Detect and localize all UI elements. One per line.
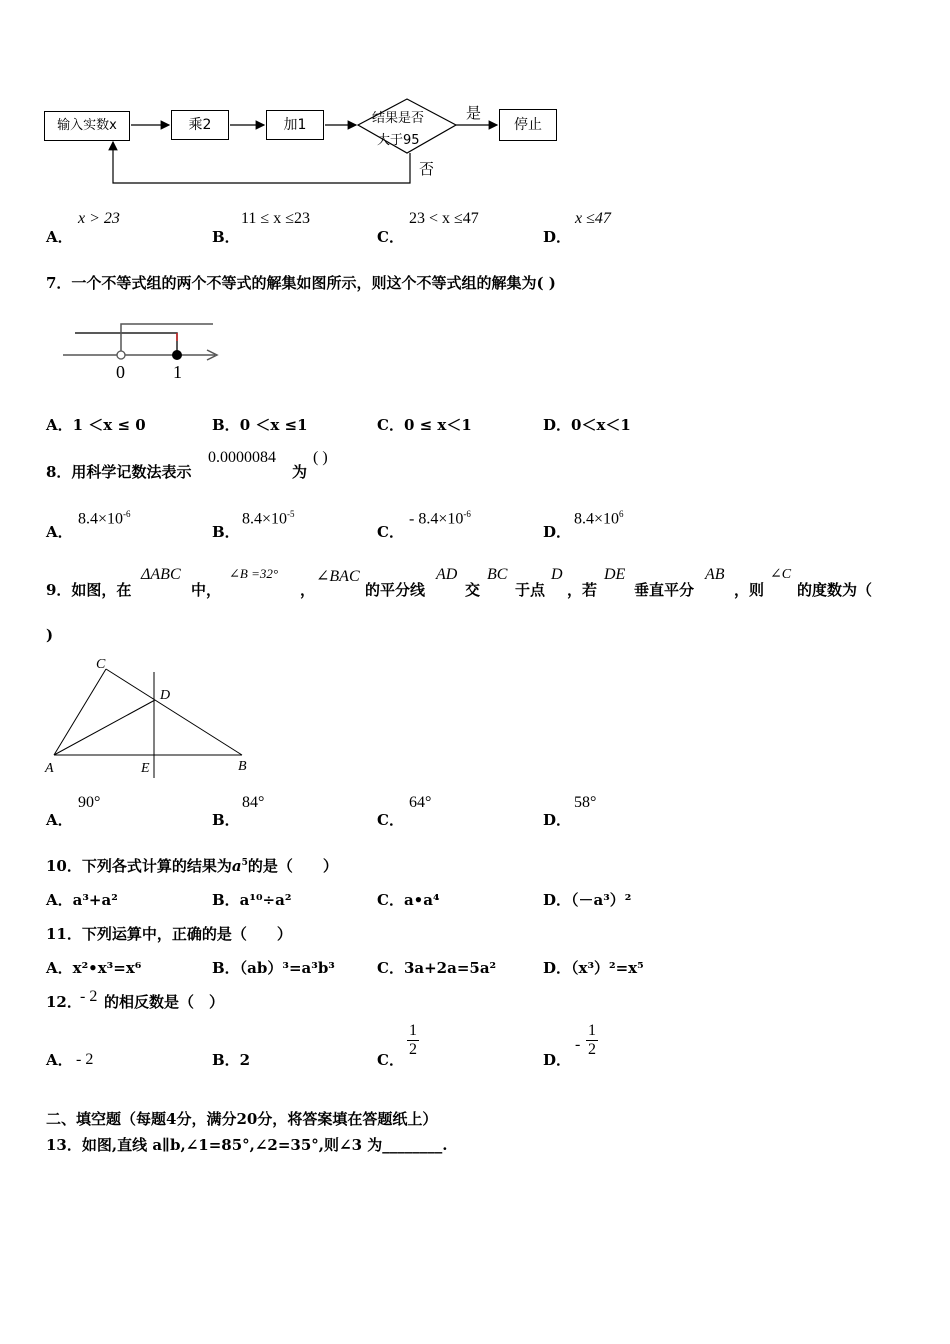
q9-math-5: BC: [487, 566, 508, 583]
q6-option-a-expr: x > 23: [78, 210, 120, 227]
q12-option-a-value: - 2: [76, 1051, 94, 1068]
q6-option-d-expr: x ≤47: [575, 210, 611, 227]
point-d: D: [160, 688, 171, 703]
loop-back-line: [113, 142, 410, 183]
q8-paren: ( ): [313, 449, 328, 466]
decision-text-1: 结果是否: [372, 111, 425, 126]
q12-option-d-label: D．: [543, 1051, 572, 1069]
q7-number-line: [55, 315, 235, 385]
point-b: B: [238, 759, 247, 774]
section-2-title: 二、填空题（每题4分，满分20分，将答案填在答题纸上）: [46, 1110, 438, 1128]
q9-text-4: 的平分线: [365, 581, 426, 599]
q6-option-b-expr: 11 ≤ x ≤23: [241, 210, 310, 227]
q11-stem: 11．下列运算中，正确的是（ ）: [46, 925, 292, 943]
q6-option-c-label: C．: [377, 228, 404, 246]
q6-option-b-label: B．: [212, 228, 240, 246]
q8-number: 0.0000084: [208, 449, 276, 466]
q9-text-7: ，若: [567, 581, 598, 599]
q9-text-6: 于点: [515, 581, 546, 599]
q9-math-8: AB: [705, 566, 725, 583]
q9-math-3: ∠BAC: [316, 568, 360, 585]
q7-option-b: B．0 ＜x ≤1: [212, 416, 308, 434]
flowchart-add-box: 加1: [266, 110, 324, 140]
q6-option-c-expr: 23 < x ≤47: [409, 210, 479, 227]
q9-math-7: DE: [604, 566, 626, 583]
q9-option-c-label: C．: [377, 811, 404, 829]
q8-option-a-label: A．: [46, 523, 73, 541]
q8-option-d-expr: $8.4\times 10^6$: [574, 509, 624, 528]
q9-option-d-value: 58°: [574, 794, 597, 811]
q12-stem-b: 的相反数是（ ）: [104, 993, 225, 1011]
q11-option-b: B．（ab）³=a³b³: [212, 959, 335, 977]
q10-option-d: D．（－a³）²: [543, 891, 632, 909]
q6-option-d-label: D．: [543, 228, 572, 246]
q12-stem-a: 12．: [46, 993, 82, 1011]
q8-option-b-expr: $8.4\times 10^{-5}$: [242, 509, 295, 528]
q8-stem-b: 为: [292, 463, 308, 481]
q9-text-3: ，: [300, 581, 316, 599]
q9-math-4: AD: [436, 566, 458, 583]
q12-option-d-fraction: $\frac{1}{2}$: [588, 1022, 596, 1058]
flowchart-input-box: 输入实数x: [44, 111, 130, 141]
q9-triangle-figure: [40, 652, 260, 782]
q9-math-1: ΔABC: [141, 566, 181, 583]
q8-option-d-label: D．: [543, 523, 572, 541]
q9-option-c-value: 64°: [409, 794, 432, 811]
q9-text-2: 中，: [191, 581, 222, 599]
q11-option-d: D．（x³）²=x⁵: [543, 959, 644, 977]
q10-option-c: C．a•a⁴: [377, 891, 440, 909]
q12-option-b: B．2: [212, 1051, 251, 1069]
q11-option-c: C．3a+2a=5a²: [377, 959, 497, 977]
tick-label-0: 0: [116, 362, 125, 382]
yes-label: 是: [466, 104, 482, 122]
q13-stem: 13．如图,直线 a∥b,∠1=85°,∠2=35°,则∠3 为________.: [46, 1136, 448, 1154]
q10-stem: 10．下列各式计算的结果为$a^5$的是（ ）: [46, 857, 338, 875]
q12-option-c-fraction: $\frac{1}{2}$: [409, 1022, 417, 1058]
q7-option-c: C．0 ≤ x＜1: [377, 416, 472, 434]
q7-stem: 7．一个不等式组的两个不等式的解集如图所示，则这个不等式组的解集为( ): [46, 274, 556, 292]
q7-option-d: D．0＜x＜1: [543, 416, 631, 434]
point-e: E: [141, 761, 150, 776]
q9-option-a-label: A．: [46, 811, 73, 829]
q9-text-9: ，则: [734, 581, 765, 599]
q9-math-9: ∠C: [770, 567, 792, 582]
q12-option-a-label: A．: [46, 1051, 73, 1069]
q8-stem-a: 8．用科学记数法表示: [46, 463, 192, 481]
q11-option-a: A．x²•x³=x⁶: [46, 959, 142, 977]
q6-option-a-label: A．: [46, 228, 73, 246]
point-c: C: [96, 657, 106, 672]
q7-option-a: A．1 ＜x ≤ 0: [46, 416, 146, 434]
q9-text-10: 的度数为（: [797, 581, 873, 599]
q8-option-b-label: B．: [212, 523, 240, 541]
q9-math-2: ∠B =32°: [229, 566, 279, 581]
flowchart-stop-box: 停止: [499, 109, 557, 141]
q9-text-1: 9．如图，在: [46, 581, 132, 599]
q12-option-d-sign: -: [575, 1036, 581, 1053]
q9-option-d-label: D．: [543, 811, 572, 829]
q10-option-b: B．a¹⁰÷a²: [212, 891, 292, 909]
no-label: 否: [419, 160, 435, 178]
q9-close-paren: ): [46, 626, 54, 644]
q8-option-c-expr: - $8.4\times 10^{-6}$: [409, 509, 471, 528]
q9-option-b-value: 84°: [242, 794, 265, 811]
point-a: A: [45, 761, 54, 776]
q8-option-c-label: C．: [377, 523, 404, 541]
q9-text-5: 交: [465, 581, 481, 599]
q12-option-c-label: C．: [377, 1051, 404, 1069]
q9-option-b-label: B．: [212, 811, 240, 829]
q9-text-8: 垂直平分: [634, 581, 695, 599]
q9-math-6: D: [551, 566, 563, 583]
q10-option-a: A．a³+a²: [46, 891, 118, 909]
q9-option-a-value: 90°: [78, 794, 101, 811]
q12-stem-number: - 2: [80, 988, 98, 1005]
tick-label-1: 1: [173, 362, 182, 382]
decision-text-2: 大于95: [377, 133, 420, 148]
q8-option-a-expr: $8.4\times 10^{-6}$: [78, 509, 131, 528]
flowchart-multiply-box: 乘2: [171, 110, 229, 140]
